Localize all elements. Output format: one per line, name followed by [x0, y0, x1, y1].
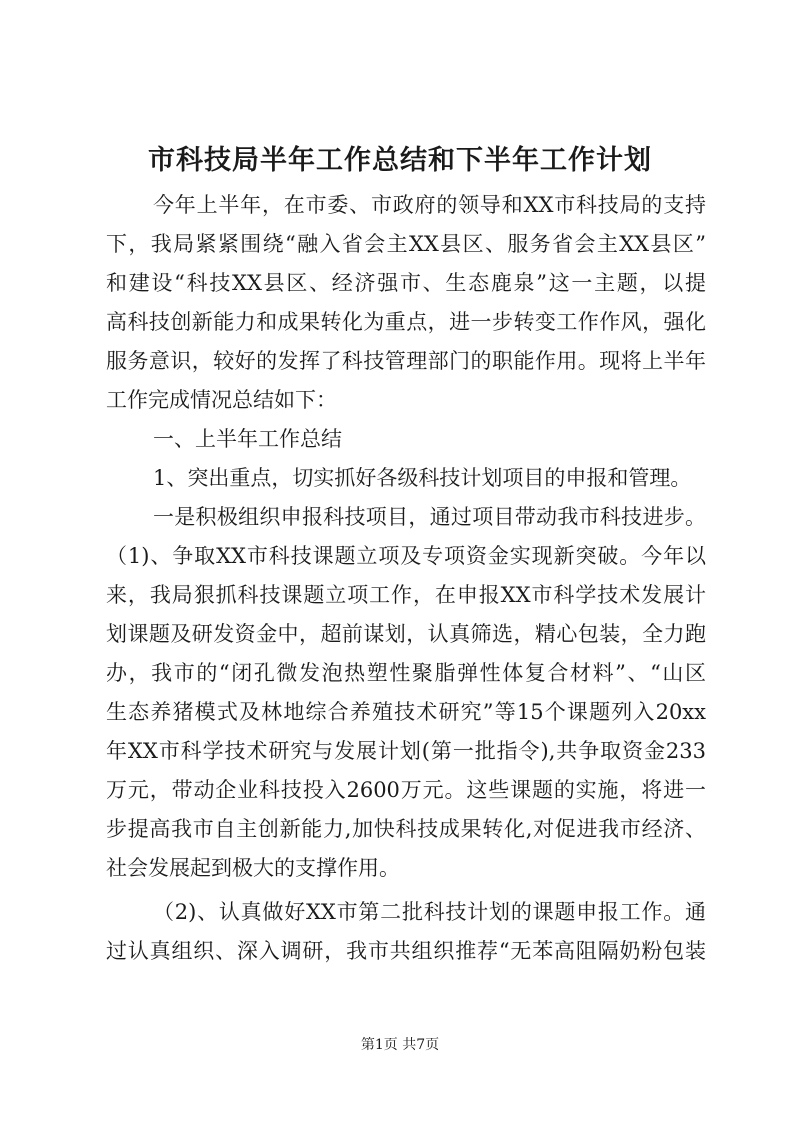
- paragraph-line-11: 来，我局狠抓科技课题立项工作，在申报XX市科学技术发展计: [106, 583, 706, 607]
- page-number-footer: 第1页 共7页: [360, 1037, 440, 1053]
- paragraph-line-3: 和建设“科技XX县区、经济强市、生态鹿泉”这一主题，以提: [106, 271, 706, 295]
- paragraph-line-12: 划课题及研发资金中，超前谋划，认真筛选，精心包装，全力跑: [106, 622, 706, 646]
- paragraph-line-18: 社会发展起到极大的支撑作用。: [106, 856, 400, 880]
- paragraph-line-17: 步提高我市自主创新能力,加快科技成果转化,对促进我市经济、: [106, 817, 706, 841]
- section-heading: 一、上半年工作总结: [153, 427, 342, 451]
- paragraph-line-4: 高科技创新能力和成果转化为重点，进一步转变工作作风，强化: [106, 310, 706, 334]
- paragraph-line-14: 生态养猪模式及林地综合养殖技术研究”等15个课题列入20xx: [106, 700, 706, 724]
- paragraph-line-6: 工作完成情况总结如下：: [106, 388, 337, 412]
- subsection-heading: 1、突出重点，切实抓好各级科技计划项目的申报和管理。: [153, 466, 692, 490]
- paragraph-line-16: 万元，带动企业科技投入2600万元。这些课题的实施，将进一: [106, 778, 706, 802]
- document-title: 市科技局半年工作总结和下半年工作计划: [148, 145, 652, 176]
- paragraph-line-10: （1)、争取XX市科技课题立项及专项资金实现新突破。今年以: [106, 544, 706, 568]
- paragraph-line-1: 今年上半年，在市委、市政府的领导和XX市科技局的支持: [153, 193, 706, 217]
- paragraph-line-2: 下，我局紧紧围绕“融入省会主XX县区、服务省会主XX县区”: [106, 232, 706, 256]
- paragraph-line-20: 过认真组织、深入调研，我市共组织推荐“无苯高阻隔奶粉包装: [106, 939, 706, 963]
- paragraph-line-19: （2)、认真做好XX市第二批科技计划的课题申报工作。通: [153, 900, 706, 924]
- paragraph-line-13: 办，我市的“闭孔微发泡热塑性聚脂弹性体复合材料”、“山区: [106, 661, 706, 685]
- paragraph-line-15: 年XX市科学技术研究与发展计划(第一批指令),共争取资金233: [106, 739, 706, 763]
- paragraph-line-5: 服务意识，较好的发挥了科技管理部门的职能作用。现将上半年: [106, 349, 706, 373]
- paragraph-line-9: 一是积极组织申报科技项目，通过项目带动我市科技进步。: [153, 505, 706, 529]
